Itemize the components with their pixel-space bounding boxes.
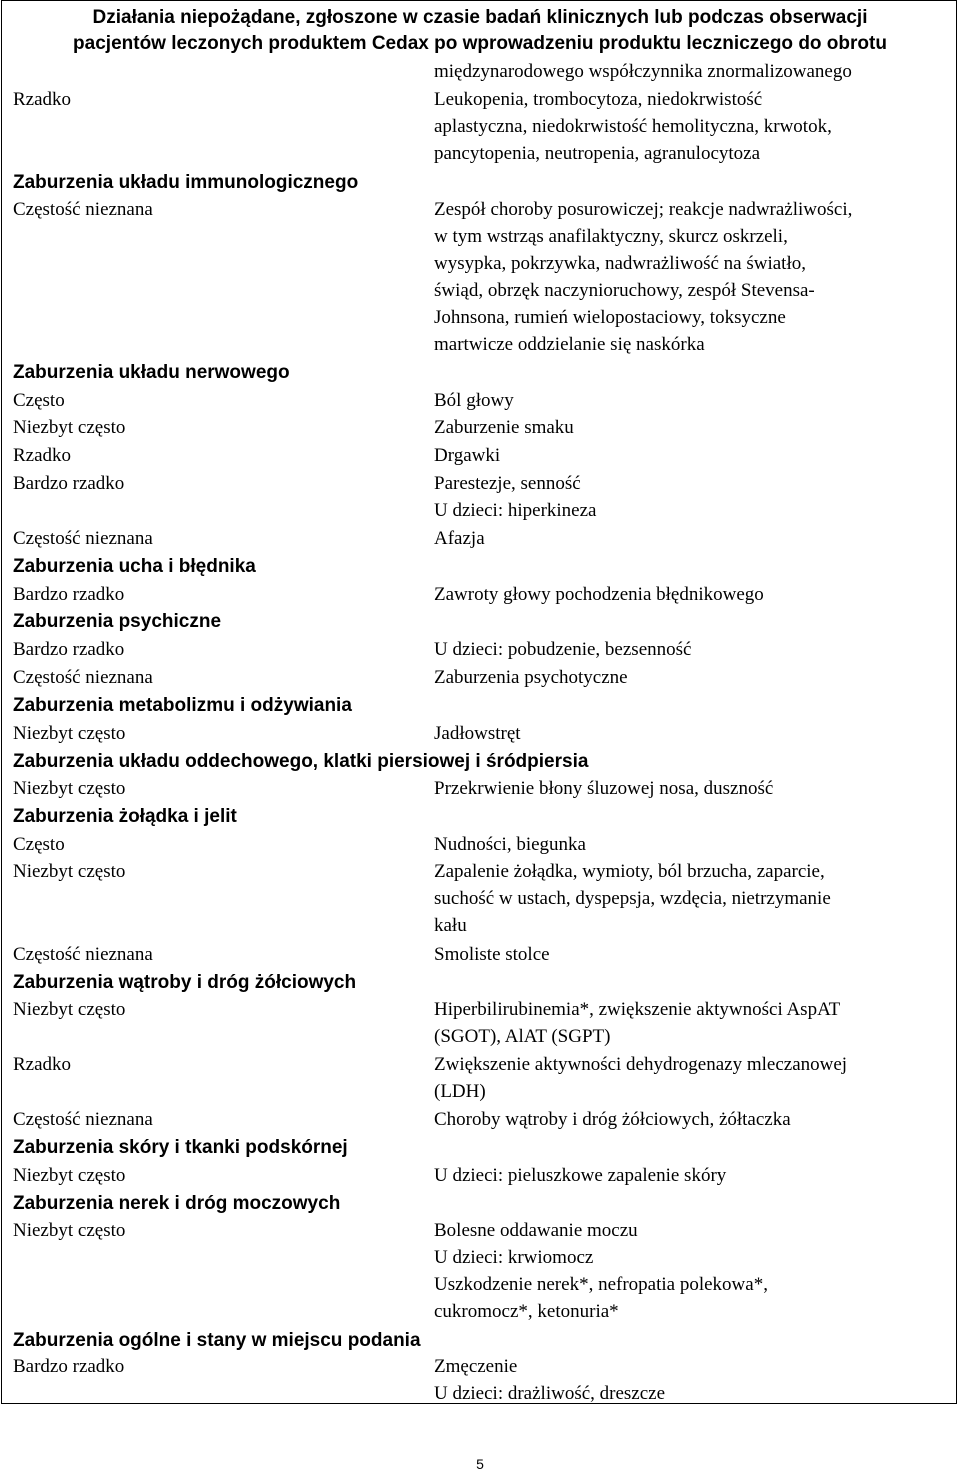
- section-heading: Zaburzenia wątroby i dróg żółciowych: [13, 972, 357, 993]
- effect-line: Zmęczenie: [434, 1356, 518, 1377]
- effects-cell: [434, 442, 954, 469]
- effect-line: U dzieci: pobudzenie, bezsenność: [434, 639, 692, 660]
- frequency-cell: Bardzo rzadko: [13, 473, 125, 494]
- effects-cell: [434, 664, 954, 691]
- effect-line: Bolesne oddawanie moczu: [434, 1220, 638, 1241]
- effect-line: Johnsona, rumień wielopostaciowy, toksyczne: [434, 307, 786, 328]
- frequency-cell: Często: [13, 390, 65, 411]
- frequency-cell: Niezbyt często: [13, 1220, 126, 1241]
- effect-line: Drgawki: [434, 445, 501, 466]
- frequency-cell: Częstość nieznana: [13, 1109, 153, 1130]
- frequency-cell: Bardzo rzadko: [13, 639, 125, 660]
- effect-line: świąd, obrzęk naczynioruchowy, zespół Stevensa-: [434, 280, 815, 301]
- effect-line: kału: [434, 915, 467, 936]
- effects-cell: [434, 941, 954, 968]
- effect-line: międzynarodowego współczynnika znormalizowanego: [434, 61, 852, 82]
- frequency-cell: Niezbyt często: [13, 723, 126, 744]
- section-heading: Zaburzenia układu immunologicznego: [13, 172, 359, 193]
- effect-line: U dzieci: hiperkineza: [434, 500, 597, 521]
- effect-line: Zaburzenia psychotyczne: [434, 667, 628, 688]
- effect-line: Ból głowy: [434, 390, 514, 411]
- effect-line: Afazja: [434, 528, 485, 549]
- effects-cell: [434, 1217, 954, 1325]
- frequency-cell: Niezbyt często: [13, 861, 126, 882]
- effect-line: suchość w ustach, dyspepsja, wzdęcia, nietrzymanie: [434, 888, 831, 909]
- section-heading: Zaburzenia skóry i tkanki podskórnej: [13, 1137, 348, 1158]
- effects-cell: [434, 581, 954, 608]
- frequency-cell: Częstość nieznana: [13, 944, 153, 965]
- adverse-reactions-table: [1, 0, 957, 1404]
- page-number: 5: [476, 1456, 484, 1472]
- effects-cell: [434, 720, 954, 747]
- effects-cell: [434, 387, 954, 414]
- effects-cell: [434, 470, 954, 524]
- frequency-cell: Niezbyt często: [13, 417, 126, 438]
- effect-line: U dzieci: drażliwość, dreszcze: [434, 1383, 666, 1404]
- effects-cell: [434, 1051, 954, 1105]
- frequency-cell: Częstość nieznana: [13, 199, 153, 220]
- effect-line: Smoliste stolce: [434, 944, 550, 965]
- frequency-cell: Niezbyt często: [13, 999, 126, 1020]
- effect-line: martwicze oddzielanie się naskórka: [434, 334, 705, 355]
- effect-line: Uszkodzenie nerek*, nefropatia polekowa*,: [434, 1274, 768, 1295]
- frequency-cell: Bardzo rzadko: [13, 584, 125, 605]
- effects-cell: [434, 525, 954, 552]
- frequency-cell: Rzadko: [13, 89, 72, 110]
- effects-cell: [434, 636, 954, 663]
- effects-cell: [434, 996, 954, 1050]
- effects-cell: [434, 1162, 954, 1189]
- effect-line: Zawroty głowy pochodzenia błędnikowego: [434, 584, 764, 605]
- effect-line: cukromocz*, ketonuria*: [434, 1301, 619, 1322]
- section-heading: Zaburzenia ucha i błędnika: [13, 556, 256, 577]
- frequency-cell: Niezbyt często: [13, 778, 126, 799]
- section-heading: Zaburzenia nerek i dróg moczowych: [13, 1193, 341, 1214]
- effect-line: Nudności, biegunka: [434, 834, 586, 855]
- section-heading: Zaburzenia psychiczne: [13, 611, 222, 632]
- effects-cell: [434, 1353, 954, 1407]
- frequency-cell: Niezbyt często: [13, 1165, 126, 1186]
- table-header: [2, 5, 958, 57]
- header-line-2: pacjentów leczonych produktem Cedax po wprowadzeniu produktu leczniczego do obrotu: [73, 33, 887, 54]
- header-line-1: Działania niepożądane, zgłoszone w czasie badań klinicznych lub podczas obserwacji: [92, 7, 868, 28]
- effect-line: Zapalenie żołądka, wymioty, ból brzucha, zaparcie,: [434, 861, 825, 882]
- effects-cell: [434, 1106, 954, 1133]
- effect-line: pancytopenia, neutropenia, agranulocytoza: [434, 143, 761, 164]
- effect-line: Zespół choroby posurowiczej; reakcje nadwrażliwości,: [434, 199, 853, 220]
- effect-line: Choroby wątroby i dróg żółciowych, żółtaczka: [434, 1109, 791, 1130]
- effect-line: U dzieci: krwiomocz: [434, 1247, 594, 1268]
- frequency-cell: Częstość nieznana: [13, 667, 153, 688]
- frequency-cell: Często: [13, 834, 65, 855]
- effects-cell: [434, 775, 954, 802]
- section-heading: Zaburzenia ogólne i stany w miejscu podania: [13, 1330, 421, 1351]
- effect-line: Hiperbilirubinemia*, zwiększenie aktywności AspAT: [434, 999, 841, 1020]
- effects-cell: [434, 58, 954, 85]
- section-heading: Zaburzenia żołądka i jelit: [13, 806, 237, 827]
- effects-cell: [434, 831, 954, 858]
- effect-line: Przekrwienie błony śluzowej nosa, duszność: [434, 778, 774, 799]
- section-heading: Zaburzenia metabolizmu i odżywiania: [13, 695, 352, 716]
- effect-line: Zaburzenie smaku: [434, 417, 574, 438]
- effect-line: w tym wstrząs anafilaktyczny, skurcz oskrzeli,: [434, 226, 788, 247]
- effect-line: aplastyczna, niedokrwistość hemolityczna, krwotok,: [434, 116, 832, 137]
- frequency-cell: Rzadko: [13, 445, 72, 466]
- effect-line: Zwiększenie aktywności dehydrogenazy mleczanowej: [434, 1054, 848, 1075]
- effects-cell: [434, 858, 954, 939]
- effects-cell: [434, 414, 954, 441]
- effect-line: U dzieci: pieluszkowe zapalenie skóry: [434, 1165, 727, 1186]
- effect-line: Jadłowstręt: [434, 723, 521, 744]
- effect-line: (LDH): [434, 1081, 486, 1102]
- frequency-cell: Częstość nieznana: [13, 528, 153, 549]
- effects-cell: [434, 86, 954, 167]
- effect-line: (SGOT), AlAT (SGPT): [434, 1026, 611, 1047]
- frequency-cell: Bardzo rzadko: [13, 1356, 125, 1377]
- section-heading: Zaburzenia układu nerwowego: [13, 362, 290, 383]
- frequency-cell: Rzadko: [13, 1054, 72, 1075]
- effect-line: Parestezje, senność: [434, 473, 581, 494]
- effect-line: wysypka, pokrzywka, nadwrażliwość na światło,: [434, 253, 806, 274]
- effects-cell: [434, 196, 954, 358]
- effect-line: Leukopenia, trombocytoza, niedokrwistość: [434, 89, 763, 110]
- section-heading: Zaburzenia układu oddechowego, klatki piersiowej i śródpiersia: [13, 751, 589, 772]
